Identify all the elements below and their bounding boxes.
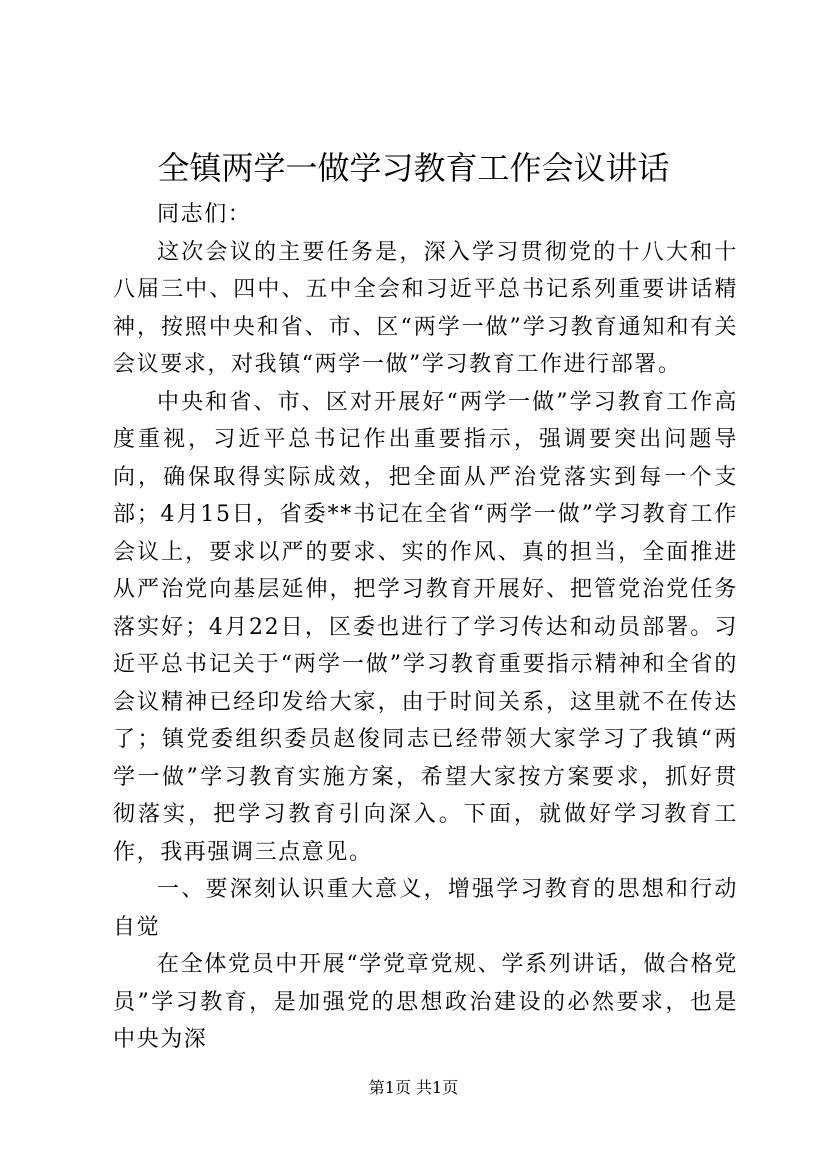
salutation: 同志们：: [157, 202, 252, 227]
page-footer: 第1页 共1页: [368, 1078, 459, 1097]
section-heading-1: 一、要深刻认识重大意义，增强学习教育的思想和行动自觉: [113, 877, 738, 940]
document-body: [113, 196, 738, 1059]
document-title: 全镇两学一做学习教育工作会议讲话: [157, 149, 670, 187]
paragraph-section-1: 在全体党员中开展“学党章党规、学系列讲话，做合格党员”学习教育，是加强党的思想政治建设的必然要求，也是中央为深: [113, 952, 738, 1052]
paragraph-intro: 这次会议的主要任务是，深入学习贯彻党的十八大和十八届三中、四中、五中全会和习近平总书记系列重要讲话精神，按照中央和省、市、区“两学一做”学习教育通知和有关会议要求，对我镇“两学一做”学习教育工作进行部署。: [113, 239, 738, 377]
paragraph-background: 中央和省、市、区对开展好“两学一做”学习教育工作高度重视，习近平总书记作出重要指示，强调要突出问题导向，确保取得实际成效，把全面从严治党落实到每一个支部；4月15日，省委**书记在全省“两学一做”学习教育工作会议上，要求以严的要求、实的作风、真的担当，全面推进从严治党向基层延伸，把学习教育开展好、把管党治党任务落实好；4月22日，区委也进行了学习传达和动员部署。习近平总书记关于“两学一做”学习教育重要指示精神和全省的会议精神已经印发给大家，由于时间关系，这里就不在传达了；镇党委组织委员赵俊同志已经带领大家学习了我镇“两学一做”学习教育实施方案，希望大家按方案要求，抓好贯彻落实，把学习教育引向深入。下面，就做好学习教育工作，我再强调三点意见。: [113, 389, 738, 865]
